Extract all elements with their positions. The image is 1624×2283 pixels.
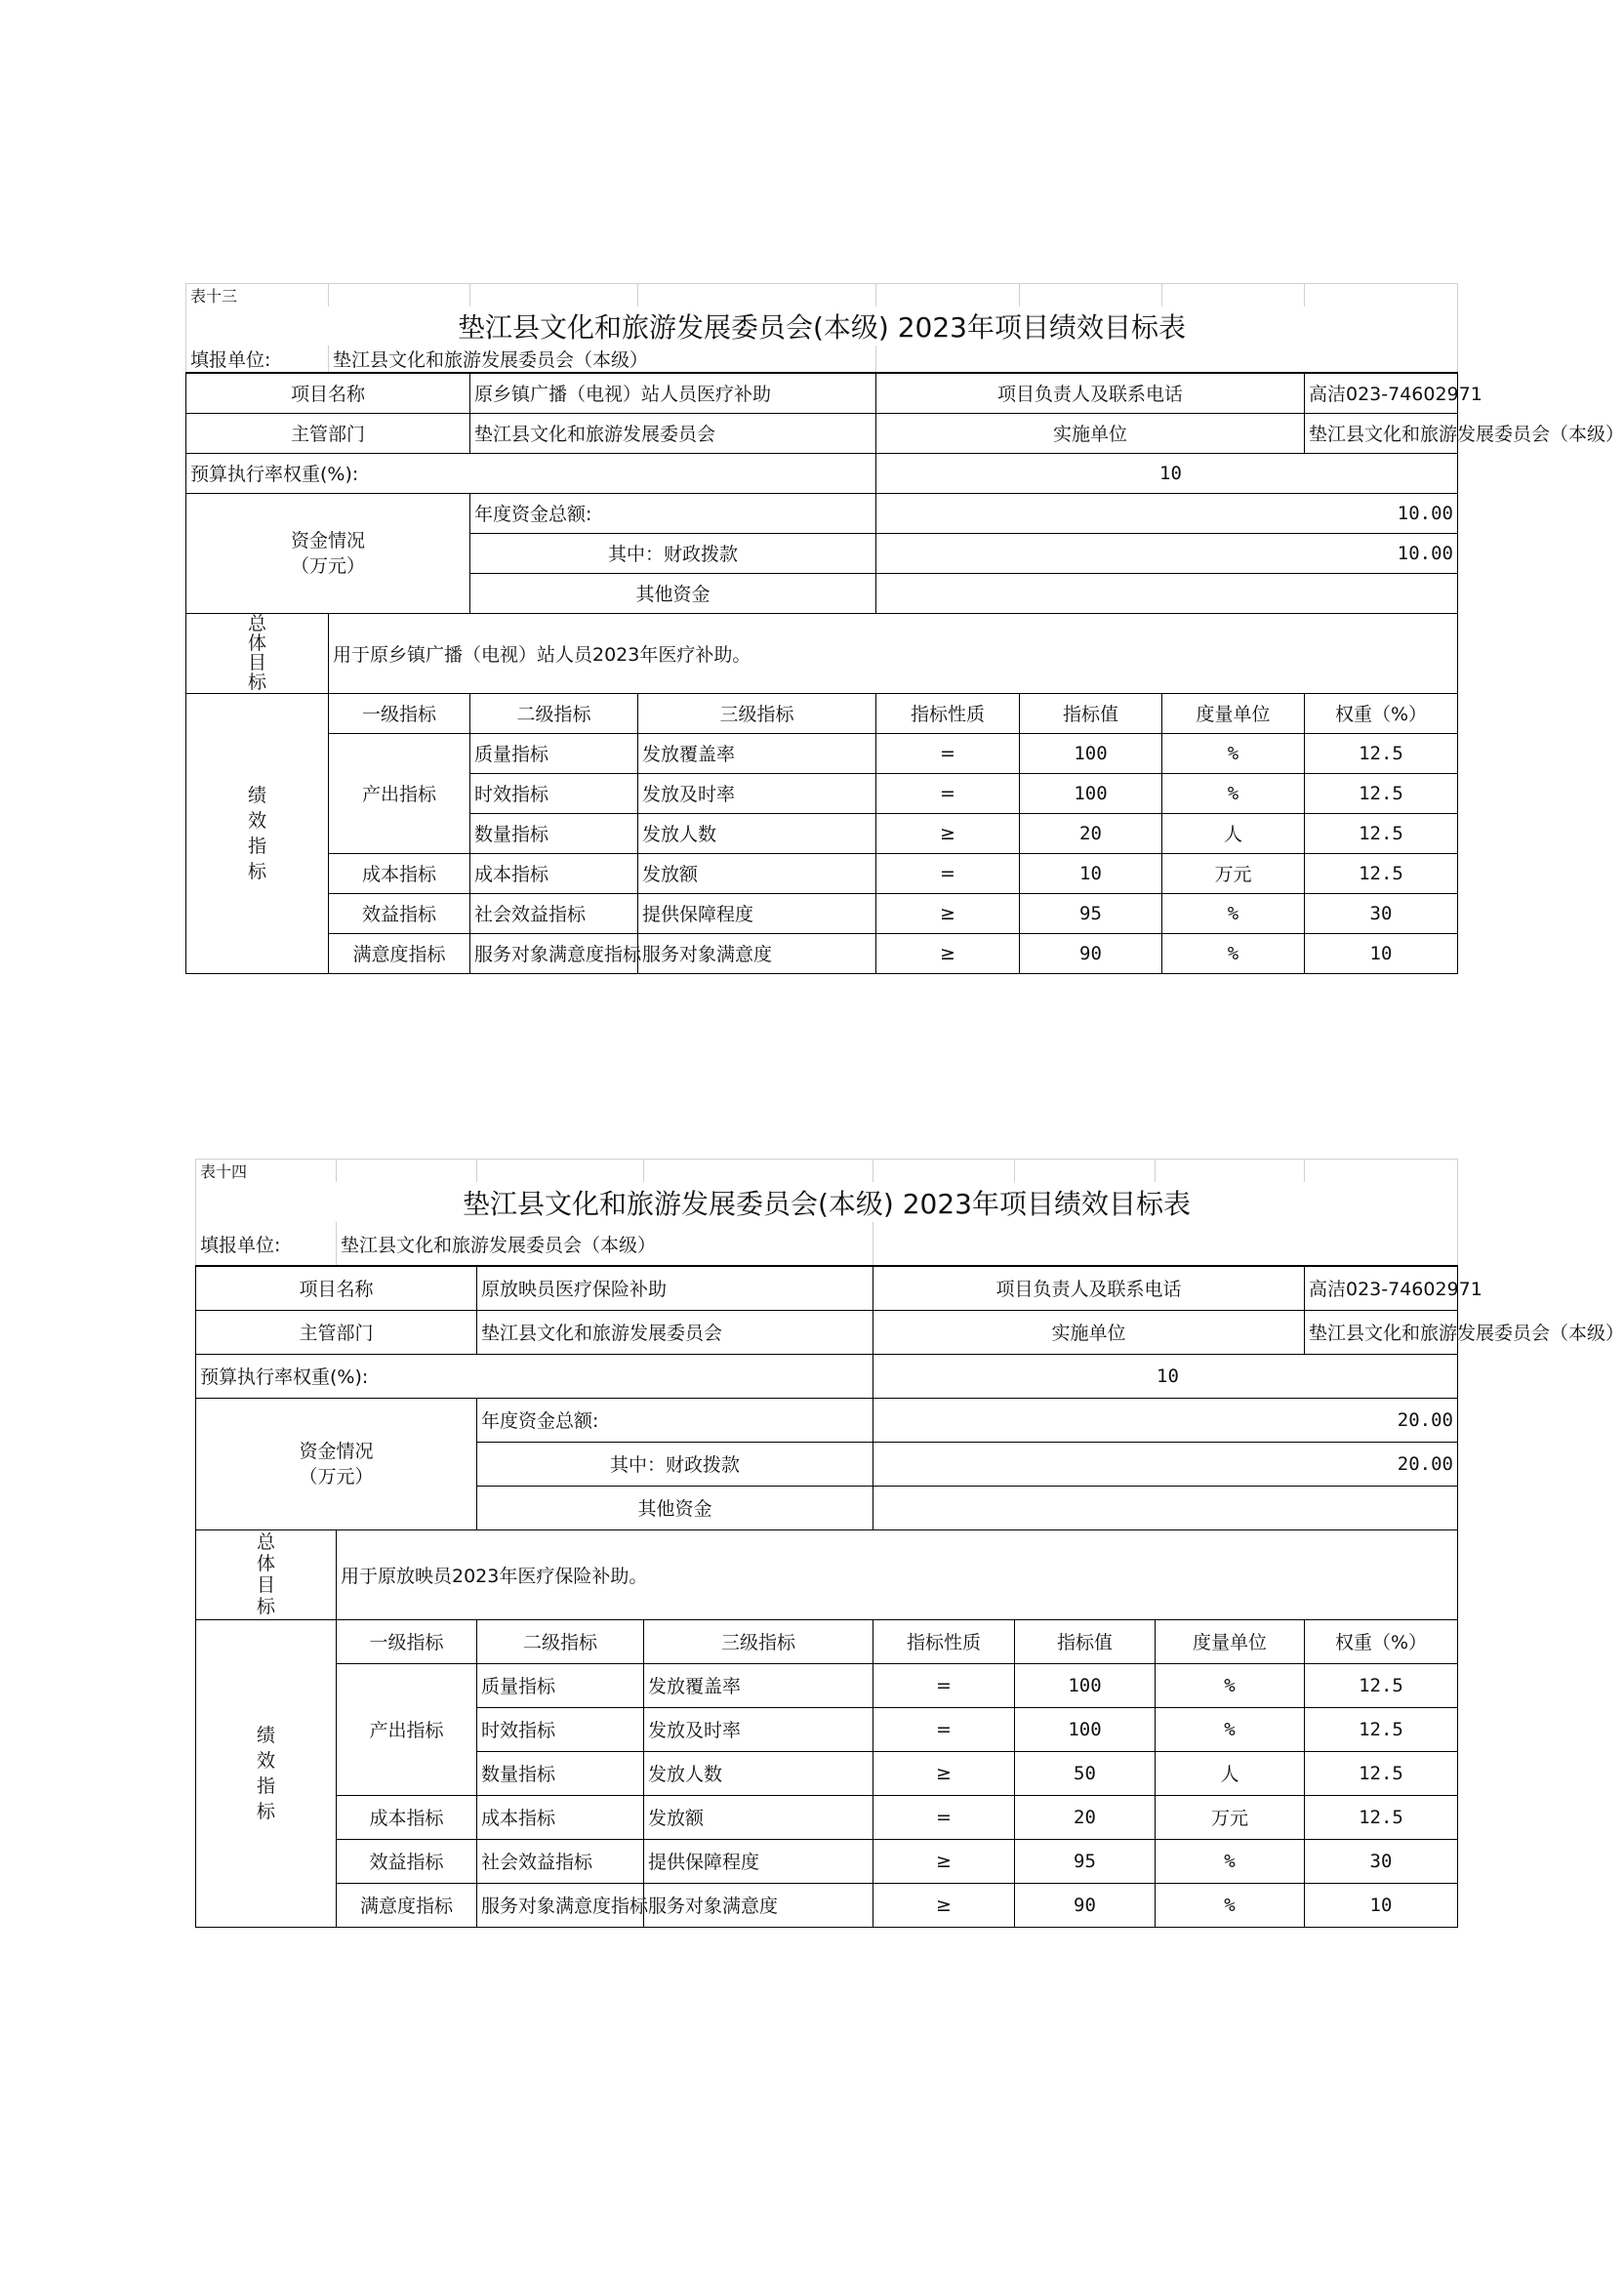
header-value: 指标值 [1015, 1619, 1156, 1663]
nature-cell: ≥ [873, 1751, 1015, 1795]
unit-cell: 人 [1162, 813, 1305, 853]
overall-goal-label: 总 体 目 标 [196, 1529, 337, 1619]
level1-cell: 成本指标 [329, 853, 470, 893]
overall-goal-label: 总 体 目 标 [186, 613, 329, 693]
project-name-label: 项目名称 [196, 1266, 477, 1310]
header-level1: 一级指标 [337, 1619, 477, 1663]
overall-goal-text: 用于原乡镇广播（电视）站人员2023年医疗补助。 [329, 613, 1458, 693]
nature-cell: = [876, 733, 1020, 773]
unit-cell: 万元 [1156, 1795, 1305, 1839]
implementer-label: 实施单位 [876, 413, 1305, 453]
weight-cell: 12.5 [1305, 1707, 1458, 1751]
level3-cell: 发放及时率 [638, 773, 876, 813]
unit-cell: % [1156, 1839, 1305, 1883]
level3-cell: 发放及时率 [644, 1707, 873, 1751]
unit-cell: 人 [1156, 1751, 1305, 1795]
weight-cell: 12.5 [1305, 773, 1458, 813]
weight-cell: 12.5 [1305, 1795, 1458, 1839]
performance-target-table-2 [195, 1159, 1624, 1928]
value-cell: 50 [1015, 1751, 1156, 1795]
unit-cell: % [1162, 733, 1305, 773]
unit-cell: 万元 [1162, 853, 1305, 893]
level1-cell: 满意度指标 [337, 1883, 477, 1927]
value-cell: 100 [1020, 733, 1162, 773]
value-cell: 95 [1015, 1839, 1156, 1883]
header-weight: 权重（%） [1305, 1619, 1458, 1663]
department-label: 主管部门 [196, 1310, 477, 1354]
department-value: 垫江县文化和旅游发展委员会 [470, 413, 876, 453]
table-tag: 表十四 [196, 1160, 337, 1183]
implementer-label: 实施单位 [873, 1310, 1305, 1354]
funds-label: 资金情况 （万元） [186, 493, 470, 613]
weight-cell: 12.5 [1305, 853, 1458, 893]
value-cell: 90 [1015, 1883, 1156, 1927]
header-unit: 度量单位 [1162, 693, 1305, 733]
level1-cell: 成本指标 [337, 1795, 477, 1839]
level2-cell: 社会效益指标 [477, 1839, 644, 1883]
value-cell: 95 [1020, 893, 1162, 933]
nature-cell: ≥ [876, 933, 1020, 973]
nature-cell: = [873, 1707, 1015, 1751]
level1-cell: 效益指标 [329, 893, 470, 933]
project-name-value: 原乡镇广播（电视）站人员医疗补助 [470, 373, 876, 413]
table-tag: 表十三 [186, 284, 329, 307]
fiscal-allocation-label: 其中：财政拨款 [477, 1442, 873, 1486]
level2-cell: 成本指标 [470, 853, 638, 893]
level3-cell: 服务对象满意度 [638, 933, 876, 973]
table-row [196, 1795, 1458, 1839]
unit-cell: % [1156, 1707, 1305, 1751]
level2-cell: 质量指标 [470, 733, 638, 773]
weight-cell: 12.5 [1305, 1751, 1458, 1795]
project-name-value: 原放映员医疗保险补助 [477, 1266, 873, 1310]
implementer-value: 垫江县文化和旅游发展委员会（本级） [1305, 1310, 1458, 1354]
header-level1: 一级指标 [329, 693, 470, 733]
other-funds-label: 其他资金 [477, 1486, 873, 1529]
level2-cell: 质量指标 [477, 1663, 644, 1707]
fiscal-allocation-label: 其中：财政拨款 [470, 533, 876, 573]
level2-cell: 时效指标 [470, 773, 638, 813]
nature-cell: ≥ [873, 1839, 1015, 1883]
unit-cell: % [1156, 1883, 1305, 1927]
value-cell: 100 [1015, 1707, 1156, 1751]
table-row [196, 1839, 1458, 1883]
other-funds-value [873, 1486, 1458, 1529]
value-cell: 20 [1020, 813, 1162, 853]
table-row [186, 853, 1458, 893]
header-level2: 二级指标 [477, 1619, 644, 1663]
weight-cell: 12.5 [1305, 1663, 1458, 1707]
department-label: 主管部门 [186, 413, 470, 453]
table-row [186, 893, 1458, 933]
other-funds-label: 其他资金 [470, 573, 876, 613]
table-title: 垫江县文化和旅游发展委员会(本级) 2023年项目绩效目标表 [196, 1182, 1458, 1222]
table-row [186, 733, 1458, 773]
unit-cell: % [1162, 893, 1305, 933]
fiscal-allocation-value: 10.00 [876, 533, 1458, 573]
nature-cell: = [876, 773, 1020, 813]
funds-label: 资金情况 （万元） [196, 1398, 477, 1529]
value-cell: 20 [1015, 1795, 1156, 1839]
weight-cell: 10 [1305, 1883, 1458, 1927]
weight-cell: 12.5 [1305, 733, 1458, 773]
value-cell: 100 [1015, 1663, 1156, 1707]
table-row [186, 933, 1458, 973]
fill-unit-value: 垫江县文化和旅游发展委员会（本级） [329, 346, 876, 373]
value-cell: 10 [1020, 853, 1162, 893]
nature-cell: ≥ [873, 1883, 1015, 1927]
nature-cell: = [873, 1663, 1015, 1707]
level1-cell: 满意度指标 [329, 933, 470, 973]
contact-label: 项目负责人及联系电话 [873, 1266, 1305, 1310]
annual-total-label: 年度资金总额: [477, 1398, 873, 1442]
level3-cell: 发放额 [638, 853, 876, 893]
fill-unit-label: 填报单位: [196, 1222, 337, 1266]
header-nature: 指标性质 [873, 1619, 1015, 1663]
weight-cell: 12.5 [1305, 813, 1458, 853]
unit-cell: % [1162, 773, 1305, 813]
contact-label: 项目负责人及联系电话 [876, 373, 1305, 413]
level3-cell: 发放覆盖率 [644, 1663, 873, 1707]
level1-cell: 产出指标 [337, 1663, 477, 1795]
weight-cell: 10 [1305, 933, 1458, 973]
level2-cell: 服务对象满意度指标 [477, 1883, 644, 1927]
level1-cell: 效益指标 [337, 1839, 477, 1883]
weight-cell: 30 [1305, 893, 1458, 933]
budget-weight-value: 10 [873, 1354, 1458, 1398]
header-level3: 三级指标 [638, 693, 876, 733]
header-level2: 二级指标 [470, 693, 638, 733]
nature-cell: ≥ [876, 893, 1020, 933]
annual-total-value: 10.00 [876, 493, 1458, 533]
table-row [196, 1663, 1458, 1707]
header-unit: 度量单位 [1156, 1619, 1305, 1663]
performance-indicators-label: 绩 效 指 标 [196, 1619, 337, 1927]
other-funds-value [876, 573, 1458, 613]
header-value: 指标值 [1020, 693, 1162, 733]
level2-cell: 数量指标 [477, 1751, 644, 1795]
level3-cell: 发放人数 [638, 813, 876, 853]
header-level3: 三级指标 [644, 1619, 873, 1663]
level3-cell: 发放覆盖率 [638, 733, 876, 773]
annual-total-label: 年度资金总额: [470, 493, 876, 533]
level2-cell: 数量指标 [470, 813, 638, 853]
table-title: 垫江县文化和旅游发展委员会(本级) 2023年项目绩效目标表 [186, 306, 1458, 346]
department-value: 垫江县文化和旅游发展委员会 [477, 1310, 873, 1354]
table-row [196, 1883, 1458, 1927]
performance-indicators-label: 绩 效 指 标 [186, 693, 329, 973]
header-nature: 指标性质 [876, 693, 1020, 733]
unit-cell: % [1156, 1663, 1305, 1707]
weight-cell: 30 [1305, 1839, 1458, 1883]
nature-cell: = [873, 1795, 1015, 1839]
header-weight: 权重（%） [1305, 693, 1458, 733]
level3-cell: 提供保障程度 [638, 893, 876, 933]
level1-cell: 产出指标 [329, 733, 470, 853]
performance-target-table-1 [185, 283, 1624, 974]
unit-cell: % [1162, 933, 1305, 973]
level3-cell: 提供保障程度 [644, 1839, 873, 1883]
level2-cell: 成本指标 [477, 1795, 644, 1839]
fill-unit-label: 填报单位: [186, 346, 329, 373]
level3-cell: 发放人数 [644, 1751, 873, 1795]
level2-cell: 时效指标 [477, 1707, 644, 1751]
fill-unit-value: 垫江县文化和旅游发展委员会（本级） [337, 1222, 873, 1266]
contact-value: 高洁023-74602971 [1305, 373, 1458, 413]
level2-cell: 社会效益指标 [470, 893, 638, 933]
annual-total-value: 20.00 [873, 1398, 1458, 1442]
level2-cell: 服务对象满意度指标 [470, 933, 638, 973]
nature-cell: ≥ [876, 813, 1020, 853]
nature-cell: = [876, 853, 1020, 893]
overall-goal-text: 用于原放映员2023年医疗保险补助。 [337, 1529, 1458, 1619]
budget-weight-value: 10 [876, 453, 1458, 493]
fiscal-allocation-value: 20.00 [873, 1442, 1458, 1486]
implementer-value: 垫江县文化和旅游发展委员会（本级） [1305, 413, 1458, 453]
level3-cell: 服务对象满意度 [644, 1883, 873, 1927]
value-cell: 90 [1020, 933, 1162, 973]
budget-weight-label: 预算执行率权重(%): [196, 1354, 873, 1398]
level3-cell: 发放额 [644, 1795, 873, 1839]
contact-value: 高洁023-74602971 [1305, 1266, 1458, 1310]
project-name-label: 项目名称 [186, 373, 470, 413]
value-cell: 100 [1020, 773, 1162, 813]
budget-weight-label: 预算执行率权重(%): [186, 453, 876, 493]
